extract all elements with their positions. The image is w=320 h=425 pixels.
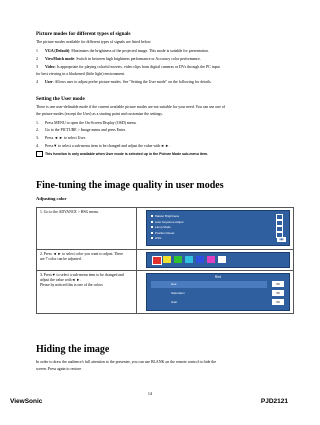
list-item: 2 ViewMatch mode: Switch in between high brightness performance or Accuracy color performance. (36, 57, 201, 61)
user-mode-intro-line2: the picture modes (except the User) as a starting point and customize the settings. (36, 112, 163, 116)
bullet-icon (151, 221, 153, 223)
table-cell-text: 3. Press▼ to select a sub-menu item to be changed and adjust the value with◄ ►. Please by noticed this is one of the colors (37, 271, 137, 314)
list-item: 1 VGA (Default): Maximizes the brightness of the projected image. This mode is suitable for presentation. (36, 49, 209, 53)
yellow-swatch-icon (163, 256, 171, 263)
table-row (37, 250, 294, 271)
table-row (37, 208, 294, 250)
hiding-image-text-line2: screen. Press again to restore. (36, 367, 83, 371)
adjusting-color-table (36, 207, 294, 314)
page-number: 14 (147, 391, 153, 396)
value-box: 50 (272, 281, 284, 287)
osd-menu-item: Position Reset (155, 230, 175, 235)
list-item: 4 User: Allows user to adjust prefer picture modes. See "Setting the User mode" on the following for details. (36, 80, 212, 84)
section-heading-user-mode: Setting the User mode (36, 96, 85, 102)
step-item: 2. Go to the PICTURE > Image menu and press Enter. (36, 128, 126, 132)
note-icon (36, 151, 43, 157)
osd-row: Hue (151, 281, 267, 288)
hiding-image-text-line1: In order to draw the audience's full attention to the presenter, you can use BLANK on the remote control to hide the (36, 360, 217, 364)
step-item: 3. Press ◄ ► to select User. (36, 136, 86, 140)
subheading-adjusting-color: Adjusting color (36, 196, 67, 201)
osd-color-selector (146, 252, 290, 268)
picture-modes-intro: The picture modes available for different types of signals are listed below. (36, 40, 152, 44)
osd-red-adjust (146, 273, 290, 311)
osd-row: Gain (171, 300, 178, 304)
magenta-swatch-icon (207, 256, 215, 263)
white-swatch-icon (218, 256, 226, 263)
section-heading-picture-modes: Picture modes for different types of signals (36, 31, 131, 37)
osd-menu-item: HSG (155, 236, 162, 240)
bullet-icon (151, 237, 153, 239)
value-box: 50 (272, 299, 284, 305)
osd-menu-item: Lamp Mode (155, 225, 171, 229)
step-item: 4. Press▼ to select a sub-menu item to be changed and adjust the value with◄ ►. (36, 144, 170, 148)
red-swatch-icon (152, 256, 162, 265)
hsg-badge-icon: ▮▮▮ (277, 237, 286, 242)
osd-menu-item: Master Brightness (155, 214, 180, 218)
table-cell-image (137, 250, 294, 271)
table-cell-text: 2. Press ◄ ► to select color you want to adjust. There are 7 color can be adjusted. (37, 250, 137, 271)
table-cell-image (137, 271, 294, 314)
blue-swatch-icon (196, 256, 204, 263)
table-cell-text: 1. Go to the ADVANCE > HSG menu. (37, 208, 137, 250)
cyan-swatch-icon (185, 256, 193, 263)
step-item: 1. Press MENU to open the On-Screen Display (OSD) menu. (36, 121, 137, 125)
osd-row: Saturation (171, 291, 185, 295)
model-number: PJD2121 (260, 398, 288, 405)
user-mode-intro-line1: There is one user-definable mode if the current available picture modes are not suitable for your need. You can use one of (36, 105, 226, 109)
osd-advance-menu (146, 210, 290, 246)
table-cell-image (137, 208, 294, 250)
bullet-icon (151, 226, 153, 228)
bullet-icon (151, 232, 153, 234)
osd-menu-item: Auto Keystone Adjust (155, 219, 184, 224)
list-item: 3 Video: Is appropriate for playing colorful movies, video clips from digital cameras or DVs through the PC input (36, 65, 220, 69)
section-heading-fine-tuning: Fine-tuning the image quality in user modes (36, 180, 224, 191)
osd-title: Red (214, 275, 222, 279)
list-item-continuation: for best viewing in a blackened (little light) environment. (36, 72, 126, 76)
green-swatch-icon (174, 256, 182, 263)
table-row (37, 271, 294, 314)
note-line: This function is only available when User mode is selected up in the Picture Mode sub-menu item. (36, 151, 208, 157)
section-heading-hiding-image: Hiding the image (36, 344, 110, 355)
value-box: 50 (272, 290, 284, 296)
brand-name: ViewSonic (10, 398, 43, 405)
bullet-icon (151, 215, 153, 217)
